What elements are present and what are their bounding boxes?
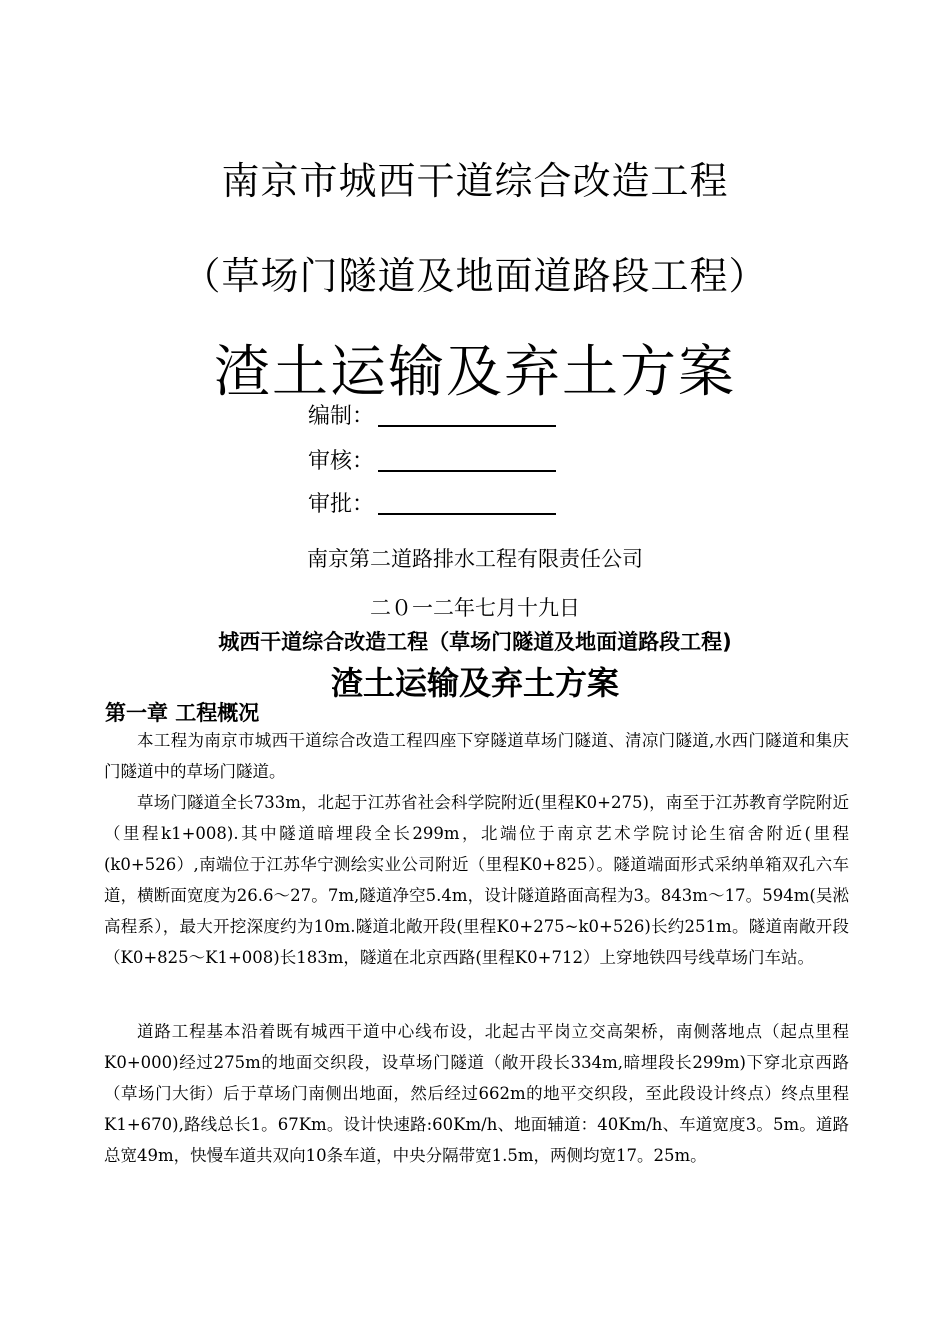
compile-signature-line [378,425,556,427]
review-label: 审核： [308,449,375,474]
company-name: 南京第二道路排水工程有限责任公司 [307,547,643,571]
cover-main-title: 渣土运输及弃土方案 [214,340,736,405]
cover-title-line1: 南京市城西干道综合改造工程 [221,159,729,203]
review-signature-row [308,445,556,475]
compile-signature-row [308,400,556,430]
review-signature-line [378,470,556,472]
document-date: 二０一二年七月十九日 [370,596,580,620]
approve-label: 审批： [308,492,375,517]
paragraph: 本工程为南京市城西干道综合改造工程四座下穿隧道草场门隧道、清凉门隧道,水西门隧道和集庆门隧道中的草场门隧道。 [104,731,849,781]
approve-signature-row [308,488,556,518]
document-heading: 城西干道综合改造工程（草场门隧道及地面道路段工程) [218,630,732,654]
paragraph: 道路工程基本沿着既有城西干道中心线布设，北起古平岗立交高架桥，南侧落地点（起点里程K0+000)经过275m的地面交织段，设草场门隧道（敞开段长334m,暗埋段长299m)下穿北京西路（草场门大街）后于草场门南侧出地面，然后经过662m的地平交织段，至此段设计终点）终点里程K1+670),路线总长1。67Km。设计快速路:60Km/h、地面辅道：40Km/h、车道宽度3。5m。道路总宽49m，快慢车道共双向10条车道，中央分隔带宽1.5m，两侧均宽17。25m。 [104,1022,849,1165]
cover-title-line2: （草场门隧道及地面道路段工程） [182,254,768,298]
document-subheading: 渣土运输及弃土方案 [330,664,619,702]
paragraph: 草场门隧道全长733m，北起于江苏省社会科学院附近(里程K0+275)，南至于江苏教育学院附近（里程k1+008).其中隧道暗埋段全长299m，北端位于南京艺术学院讨论生宿舍附近(里程(k0+526）,南端位于江苏华宁测绘实业公司附近（里程K0+825）。隧道端面形式采纳单箱双孔六车道，横断面宽度为26.6～27。7m,隧道净空5.4m，设计隧道路面高程为3。843m～17。594m(吴淞高程系），最大开挖深度约为10m.隧道北敞开段(里程K0+275~k0+526)长约251m。隧道南敞开段（K0+825～K1+008)长183m，隧道在北京西路(里程K0+712）上穿地铁四号线草场门车站。 [104,793,849,967]
compile-label: 编制： [308,404,375,429]
chapter-title: 第一章 工程概况 [105,701,260,725]
approve-signature-line [378,513,556,515]
